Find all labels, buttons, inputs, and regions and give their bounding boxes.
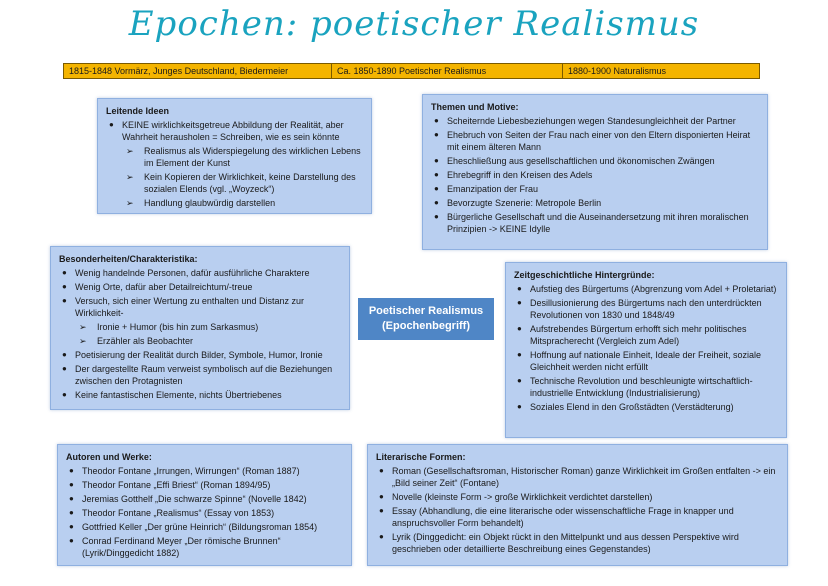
list-item: ● Jeremias Gotthelf „Die schwarze Spinne“ (Novelle 1842) <box>82 493 343 505</box>
list-item: ● Aufstieg des Bürgertums (Abgrenzung vom Adel + Proletariat) <box>530 283 778 295</box>
list-item: ● Keine fantastischen Elemente, nichts Übertriebenes <box>75 389 341 401</box>
list-item: ● Emanzipation der Frau <box>447 183 759 195</box>
list-item: ➢ Realismus als Widerspiegelung des wirklichen Lebens im Element der Kunst <box>144 145 363 169</box>
epoch-timeline <box>63 63 760 79</box>
box-heading: Leitende Ideen <box>106 106 170 116</box>
list-item: ● Desillusionierung des Bürgertums nach den unterdrückten Revolutionen von 1830 und 1848/49 <box>530 297 778 321</box>
autoren-werke-box <box>57 444 352 566</box>
list-item: ➢ Ironie + Humor (bis hin zum Sarkasmus) <box>97 321 341 333</box>
timeline-segment: 1815-1848 Vormärz, Junges Deutschland, Biedermeier <box>64 64 332 78</box>
list-item: ● Conrad Ferdinand Meyer „Der römische Brunnen“ (Lyrik/Dinggedicht 1882) <box>82 535 343 559</box>
box-heading: Zeitgeschichtliche Hintergründe: <box>514 270 655 280</box>
themen-motive-box <box>422 94 768 250</box>
list-item: ● Scheiternde Liebesbeziehungen wegen Standesungleichheit der Partner <box>447 115 759 127</box>
leitende-ideen-box <box>97 98 372 214</box>
list-item: ● Lyrik (Dinggedicht: ein Objekt rückt in den Mittelpunkt und aus dessen Perspektive wird geschrieben oder detaillierte Beschreibung eines Gegenstandes) <box>392 531 779 555</box>
center-concept-label <box>358 298 494 340</box>
list-item: ● Technische Revolution und beschleunigte wirtschaftlich-industrielle Entwicklung (Industrialisierung) <box>530 375 778 399</box>
list-item: ● Soziales Elend in den Großstädten (Verstädterung) <box>530 401 778 413</box>
list-item: ● Hoffnung auf nationale Einheit, Ideale der Freiheit, soziale Gleichheit werden nicht erfüllt <box>530 349 778 373</box>
box-heading: Literarische Formen: <box>376 452 466 462</box>
page-title: Epochen: poetischer Realismus <box>128 4 700 44</box>
timeline-segment: Ca. 1850-1890 Poetischer Realismus <box>332 64 563 78</box>
list-item: ● Novelle (kleinste Form -> große Wirklichkeit verdichtet darstellen) <box>392 491 779 503</box>
list-item: ● Gottfried Keller „Der grüne Heinrich“ (Bildungsroman 1854) <box>82 521 343 533</box>
list-item: ➢ Handlung glaubwürdig darstellen <box>144 197 363 209</box>
timeline-segment: 1880-1900 Naturalismus <box>568 66 667 76</box>
list-item: ● Theodor Fontane „Realismus“ (Essay von 1853) <box>82 507 343 519</box>
box-heading: Themen und Motive: <box>431 102 519 112</box>
besonderheiten-box <box>50 246 350 410</box>
list-item: ● Ehrebegriff in den Kreisen des Adels <box>447 169 759 181</box>
list-item: ● Wenig handelnde Personen, dafür ausführliche Charaktere <box>75 267 341 279</box>
list-item: ● Roman (Gesellschaftsroman, Historischer Roman) ganze Wirklichkeit im Großen entfalten -> ein „Bild seiner Zeit“ (Fontane) <box>392 465 779 489</box>
list-item: ● Theodor Fontane „Effi Briest“ (Roman 1894/95) <box>82 479 343 491</box>
list-item: ● Ehebruch von Seiten der Frau nach einer von den Eltern disponierten Heirat mit einem älteren Mann <box>447 129 759 153</box>
list-item: ● Essay (Abhandlung, die eine literarische oder wissenschaftliche Frage in knapper und anspruchsvoller Form behandelt) <box>392 505 779 529</box>
literarische-formen-box <box>367 444 788 566</box>
list-item: ● Der dargestellte Raum verweist symbolisch auf die Beziehungen zwischen den Protagnisten <box>75 363 341 387</box>
box-heading: Autoren und Werke: <box>66 452 152 462</box>
list-item: ● Aufstrebendes Bürgertum erhofft sich mehr politisches Mitspracherecht (Vergleich zum Adel) <box>530 323 778 347</box>
list-item: ● Poetisierung der Realität durch Bilder, Symbole, Humor, Ironie <box>75 349 341 361</box>
list-item: ● Theodor Fontane „Irrungen, Wirrungen“ (Roman 1887) <box>82 465 343 477</box>
list-item: ● Bürgerliche Gesellschaft und die Auseinandersetzung mit ihren moralischen Prinzipien -> KEINE Idylle <box>447 211 759 235</box>
list-item: ● KEINE wirklichkeitsgetreue Abbildung der Realität, aber Wahrheit herausholen = Schreiben, wie es sein könnte ➢ Realismus als Widerspiegelung des wirklichen Lebens im Element der Kunst ➢ Kein Kopieren der Wirklichkeit, keine Darstellung des sozialen Elends (vgl. „Woyzeck“) ➢ Handlung glaubwürdig darstellen <box>122 119 363 209</box>
list-item: ● Wenig Orte, dafür aber Detailreichtum/-treue <box>75 281 341 293</box>
center-line: Poetischer Realismus <box>368 305 484 317</box>
list-item: ➢ Kein Kopieren der Wirklichkeit, keine Darstellung des sozialen Elends (vgl. „Woyzeck“) <box>144 171 363 195</box>
list-item: ● Eheschließung aus gesellschaftlichen und ökonomischen Zwängen <box>447 155 759 167</box>
list-item: ➢ Erzähler als Beobachter <box>97 335 341 347</box>
hintergruende-box <box>505 262 787 438</box>
box-heading: Besonderheiten/Charakteristika: <box>59 254 198 264</box>
center-line: (Epochenbegriff) <box>382 320 470 332</box>
list-item: ● Versuch, sich einer Wertung zu enthalten und Distanz zur Wirklichkeit- ➢ Ironie + Humor (bis hin zum Sarkasmus) ➢ Erzähler als Beobachter <box>75 295 341 347</box>
list-item: ● Bevorzugte Szenerie: Metropole Berlin <box>447 197 759 209</box>
